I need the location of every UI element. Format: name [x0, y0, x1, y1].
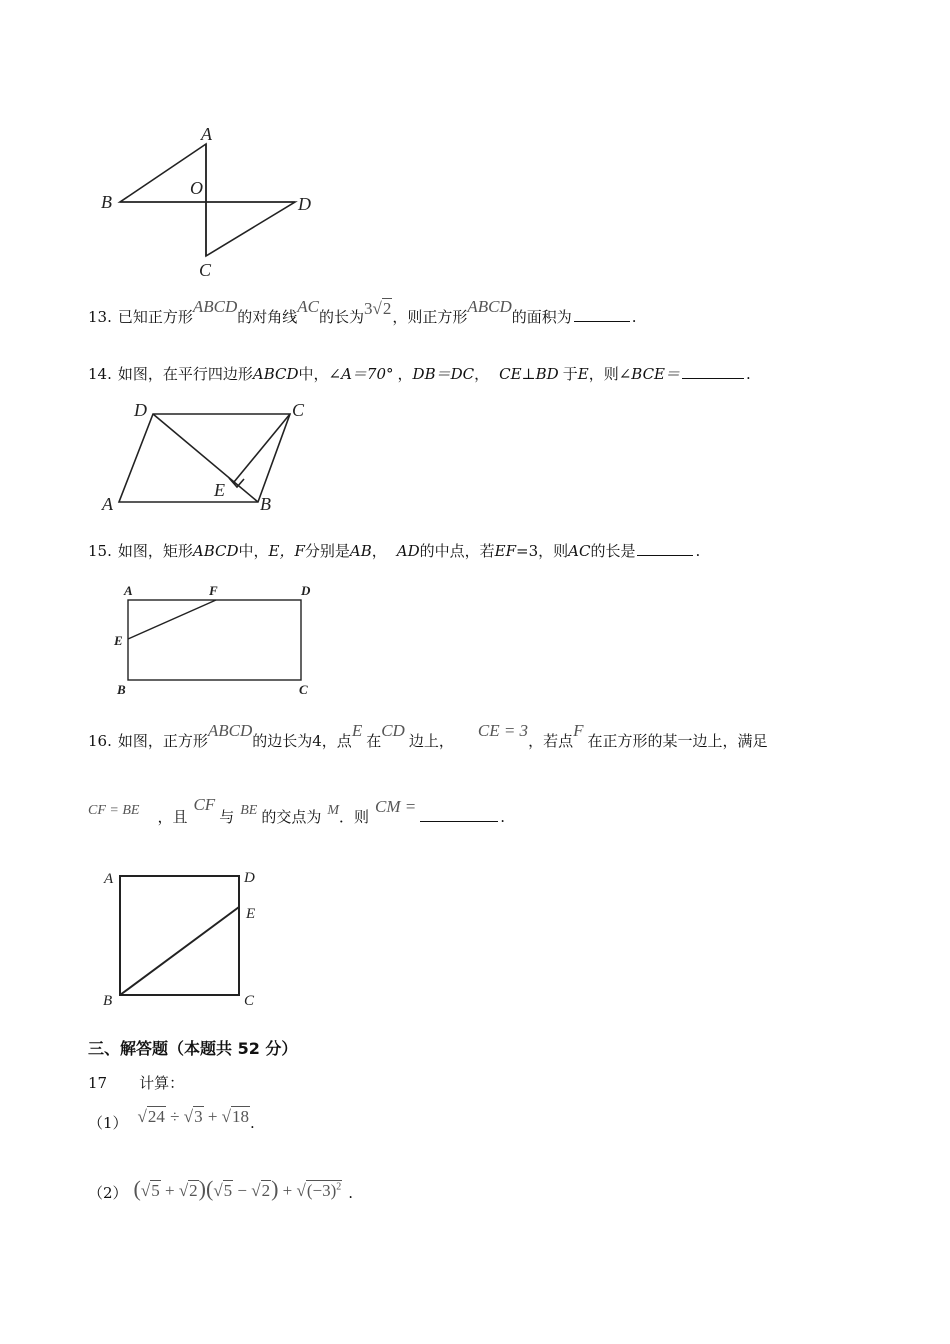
question-15	[88, 540, 700, 561]
label-d: D	[298, 194, 311, 214]
q16-text-7: ，且	[157, 808, 188, 826]
diagonal-db	[153, 414, 258, 502]
q17-p2-plus-1: +	[164, 1181, 175, 1200]
label-b: B	[103, 993, 113, 1009]
q14-abcd: ABCD	[252, 365, 299, 383]
q16-cd: CD	[381, 721, 405, 740]
q16-answer-blank[interactable]	[420, 820, 498, 822]
q13-ac: AC	[297, 297, 320, 316]
label-d: D	[244, 870, 255, 886]
q13-value: 3√2	[364, 299, 392, 318]
figure-parallelogram	[98, 396, 318, 521]
label-e: E	[114, 633, 123, 648]
q15-ef: EF	[494, 542, 517, 560]
q17-p1-radicand-2: 3	[194, 1107, 203, 1126]
question-16-line-2	[88, 795, 506, 827]
label-c: C	[299, 682, 308, 697]
q16-cm: CM =	[375, 797, 417, 816]
label-a: A	[102, 494, 113, 514]
q16-end: .	[500, 808, 506, 826]
q14-ask: ∠BCE＝	[618, 365, 680, 383]
question-17-part-1	[88, 1107, 255, 1133]
q15-ab: AB	[349, 542, 372, 560]
q16-text-3: 在	[366, 732, 382, 750]
q13-text-5: 的面积为	[511, 308, 572, 326]
segment-ef	[128, 600, 216, 639]
square-outline	[120, 876, 239, 995]
q17-p2-plus-2: +	[282, 1181, 293, 1200]
q17-p1-div: ÷	[170, 1107, 180, 1126]
q15-number: 15.	[88, 542, 112, 560]
label-b: B	[101, 192, 112, 212]
q13-abcd-2: ABCD	[467, 297, 512, 316]
q17-p2-end: .	[348, 1184, 354, 1202]
q14-text-5: 于	[562, 365, 578, 383]
segment-be	[120, 907, 239, 995]
q15-text-4: ，	[371, 542, 387, 560]
rhombus-outline	[120, 144, 295, 256]
q17-title: 计算：	[139, 1074, 185, 1092]
q17-p1-end: .	[250, 1114, 255, 1132]
figure-square	[98, 865, 268, 1010]
label-e: E	[246, 906, 256, 922]
q15-ef-points: E，F	[268, 542, 305, 560]
q13-number: 13.	[88, 308, 112, 326]
q17-p1-expr: √24 ÷ √3 + √18	[137, 1107, 250, 1126]
q15-ad: AD	[396, 542, 420, 560]
segment-ce	[234, 414, 290, 482]
label-a: A	[124, 583, 133, 598]
q14-angle: ∠A＝70°	[328, 365, 394, 383]
q17-p2-radicand-1: 5	[151, 1181, 160, 1200]
q16-f: F	[573, 721, 584, 740]
label-b: B	[117, 682, 126, 697]
q17-p1-label: （1）	[88, 1114, 128, 1132]
q17-p2-expr: $(√5 + √2)(√5 - √2) + √(-3)^2$	[133, 1176, 342, 1201]
q13-text-4: ，则正方形	[392, 308, 468, 326]
question-14	[88, 363, 751, 384]
question-13	[88, 297, 637, 327]
q16-abcd: ABCD	[207, 721, 253, 740]
q17-number: 17	[88, 1074, 108, 1092]
label-f: F	[209, 583, 218, 598]
rectangle-outline	[128, 600, 301, 680]
q13-text-1: 已知正方形	[117, 308, 193, 326]
q14-e: E	[577, 365, 589, 383]
q16-m: M	[327, 803, 340, 818]
q13-answer-blank[interactable]	[574, 320, 630, 322]
label-c: C	[292, 400, 305, 420]
q13-text-2: 的对角线	[237, 308, 298, 326]
q17-p2-minus: −	[237, 1181, 247, 1200]
question-17-part-2	[88, 1178, 353, 1204]
q17-p1-radicand-1: 24	[147, 1107, 165, 1126]
q14-text-1: 如图，在平行四边形	[117, 365, 253, 383]
q16-text-1: 如图，正方形	[117, 732, 208, 750]
q16-text-5: ，若点	[528, 732, 574, 750]
q16-ce: CE = 3	[477, 721, 529, 740]
q17-p1-plus: +	[207, 1107, 218, 1126]
q15-end: .	[695, 542, 701, 560]
q13-radicand: 2	[382, 299, 392, 318]
q16-text-4: 边上，	[408, 732, 454, 750]
q14-text-4: ，	[474, 365, 490, 383]
q16-cf: CF	[193, 795, 216, 814]
q16-text-6: 在正方形的某一边上，满足	[587, 732, 768, 750]
q15-abcd: ABCD	[192, 542, 239, 560]
q13-abcd-1: ABCD	[192, 297, 238, 316]
q16-be: BE	[240, 803, 258, 818]
q14-answer-blank[interactable]	[682, 377, 744, 379]
q14-eq: DB＝DC	[412, 365, 475, 383]
label-o: O	[190, 178, 203, 198]
q13-text-3: 的长为	[319, 308, 365, 326]
q16-text-9: 的交点为	[261, 808, 322, 826]
q13-coef: 3	[364, 299, 373, 318]
q17-p2-radicand-3: 5	[223, 1181, 233, 1200]
section-3-title: 三、解答题（本题共 52 分）	[88, 1039, 298, 1058]
label-c: C	[199, 260, 212, 280]
q15-text-3: 分别是	[304, 542, 350, 560]
q17-p2-radicand-5	[306, 1180, 342, 1200]
q14-text-3: ，	[397, 365, 413, 383]
q15-text-7: 的长是	[590, 542, 636, 560]
q15-text-1: 如图，矩形	[117, 542, 193, 560]
question-16-line-1	[88, 721, 768, 751]
q17-p2-radicand-4: 2	[261, 1181, 271, 1200]
label-d: D	[301, 583, 311, 598]
q16-number: 16.	[88, 732, 112, 750]
q17-p2-radicand-2: 2	[189, 1181, 198, 1200]
label-a: A	[104, 871, 114, 887]
label-b: B	[260, 494, 271, 514]
q14-text-2: 中，	[298, 365, 329, 383]
q16-cf-eq-be: CF = BE	[88, 803, 140, 818]
q15-text-6: =3，则	[516, 542, 569, 560]
q16-text-2: 的边长为4，点	[252, 732, 352, 750]
figure-rhombus	[95, 118, 335, 283]
q15-text-2: 中，	[238, 542, 269, 560]
q17-p2-label: （2）	[88, 1184, 128, 1202]
q14-number: 14.	[88, 365, 112, 383]
q15-answer-blank[interactable]	[637, 554, 693, 556]
q16-text-10: ．则	[339, 808, 370, 826]
label-a: A	[201, 124, 212, 144]
q16-text-8: 与	[219, 808, 235, 826]
q15-ac: AC	[568, 542, 591, 560]
q17-p2-exponent: 2	[336, 1181, 342, 1193]
q15-text-5: 的中点，若	[419, 542, 495, 560]
q14-end: .	[746, 365, 751, 383]
question-17-title	[88, 1072, 184, 1093]
q13-end: .	[631, 308, 637, 326]
label-d: D	[134, 400, 147, 420]
label-e: E	[214, 480, 225, 500]
q17-p1-radicand-3: 18	[232, 1107, 250, 1126]
q16-e: E	[351, 721, 363, 740]
q14-text-6: ，则	[588, 365, 619, 383]
label-c: C	[244, 993, 255, 1009]
q14-perp: CE⊥BD	[499, 365, 559, 383]
q17-p2-inner: (−3)	[306, 1181, 337, 1200]
figure-rectangle	[108, 580, 323, 698]
